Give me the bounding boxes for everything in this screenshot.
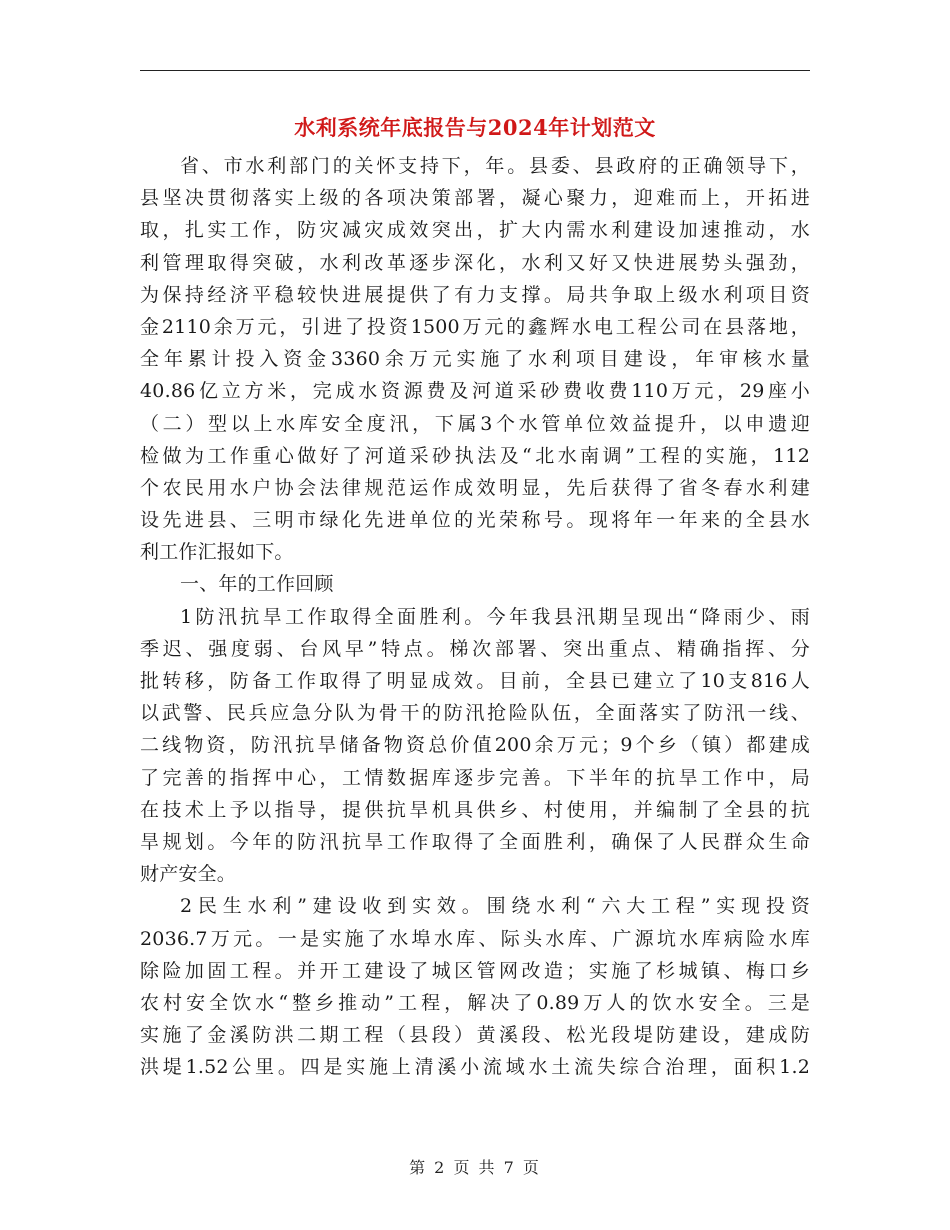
body-line: 个农民用水户协会法律规范运作成效明显，先后获得了省冬春水利建 [140,476,810,499]
document-title: 水利系统年底报告与2024年计划范文 [294,115,656,140]
document-body [140,150,810,1083]
body-line: 洪堤1.52公里。四是实施上清溪小流域水土流失综合治理，面积1.2 [140,1056,810,1079]
page-number: 第 2 页 共 7 页 [409,1158,541,1177]
body-line: 2民生水利”建设收到实效。围绕水利“六大工程”实现投资 [180,895,810,918]
body-line: 金2110余万元，引进了投资1500万元的鑫辉水电工程公司在县落地， [140,315,810,338]
body-line: 季迟、强度弱、台风早”特点。梯次部署、突出重点、精确指挥、分 [140,637,810,660]
body-line: 二线物资，防汛抗旱储备物资总价值200余万元；9个乡（镇）都建成 [140,734,810,757]
body-line: 检做为工作重心做好了河道采砂执法及“北水南调”工程的实施，112 [140,444,810,467]
section-heading: 一、年的工作回顾 [180,573,334,596]
body-line: 为保持经济平稳较快进展提供了有力支撑。局共争取上级水利项目资 [140,283,810,306]
body-line: 农村安全饮水“整乡推动”工程，解决了0.89万人的饮水安全。三是 [140,991,810,1014]
body-line: 利工作汇报如下。 [140,541,294,564]
body-line: 了完善的指挥中心，工情数据库逐步完善。下半年的抗旱工作中，局 [140,766,810,789]
body-line: 财产安全。 [140,863,237,886]
body-line: 旱规划。今年的防汛抗旱工作取得了全面胜利，确保了人民群众生命 [140,830,810,853]
body-line: 取，扎实工作，防灾减灾成效突出，扩大内需水利建设加速推动，水 [140,219,810,242]
header-rule [140,70,810,71]
body-line: 40.86亿立方米，完成水资源费及河道采砂费收费110万元，29座小 [140,380,810,403]
body-line: 以武警、民兵应急分队为骨干的防汛抢险队伍，全面落实了防汛一线、 [140,702,810,725]
body-line: 实施了金溪防洪二期工程（县段）黄溪段、松光段堤防建设，建成防 [140,1024,810,1047]
body-line: 设先进县、三明市绿化先进单位的光荣称号。现将年一年来的全县水 [140,509,810,532]
body-line: 批转移，防备工作取得了明显成效。目前，全县已建立了10支816人 [140,670,810,692]
body-line: 2036.7万元。一是实施了水埠水库、际头水库、广源坑水库病险水库 [140,927,810,950]
body-line: （二）型以上水库安全度汛，下属3个水管单位效益提升，以申遗迎 [140,412,810,435]
body-line: 利管理取得突破，水利改革逐步深化，水利又好又快进展势头强劲， [140,251,810,274]
body-line: 除险加固工程。并开工建设了城区管网改造；实施了杉城镇、梅口乡 [140,959,810,982]
body-line: 省、市水利部门的关怀支持下，年。县委、县政府的正确领导下， [180,155,810,177]
body-line: 县坚决贯彻落实上级的各项决策部署，凝心聚力，迎难而上，开拓进 [140,187,810,210]
body-line: 全年累计投入资金3360余万元实施了水利项目建设，年审核水量 [140,348,810,371]
body-line: 在技术上予以指导，提供抗旱机具供乡、村使用，并编制了全县的抗 [140,798,810,821]
body-line: 1防汛抗旱工作取得全面胜利。今年我县汛期呈现出“降雨少、雨 [180,605,810,628]
